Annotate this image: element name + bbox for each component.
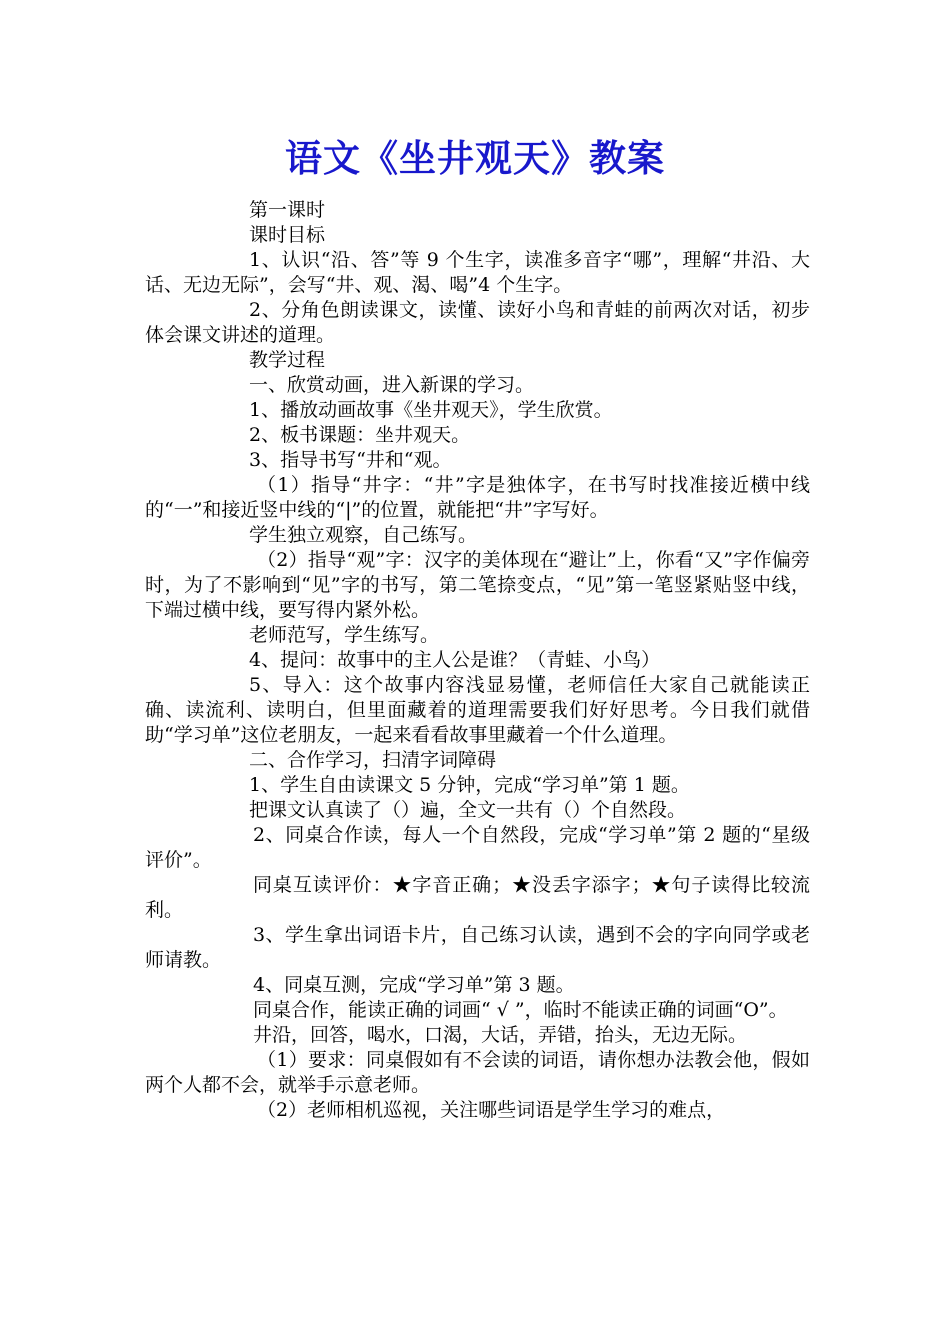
- document-title: 语文《坐井观天》教案: [285, 136, 665, 180]
- paragraph-section-2: 二、合作学习，扫清字词障碍: [249, 749, 497, 771]
- paragraph-step-1-1: 1、播放动画故事《坐井观天》，学生欣赏。: [249, 399, 613, 421]
- paragraph-step-2-1: 1、学生自由读课文 5 分钟，完成“学习单”第 1 题。: [249, 774, 690, 796]
- paragraph-practice-2: 老师范写，学生练写。: [249, 624, 440, 646]
- paragraph-step-2-1-task: 把课文认真读了（）遍，全文一共有（）个自然段。: [249, 799, 687, 821]
- paragraph-step-1-3: 3、指导书写“井和“观。: [249, 449, 452, 471]
- paragraph-section-1: 一、欣赏动画，进入新课的学习。: [249, 374, 535, 396]
- document-body: [145, 198, 810, 1123]
- paragraph-requirement-2: （2）老师相机巡视，关注哪些词语是学生学习的难点，: [257, 1099, 726, 1121]
- paragraph-step-1-2: 2、板书课题：坐井观天。: [249, 424, 471, 446]
- paragraph-step-2-3: 3、学生拿出词语卡片，自己练习认读，遇到不会的字向同学或老师请教。: [145, 924, 810, 971]
- paragraph-lesson-goals: 课时目标: [249, 224, 326, 246]
- paragraph-process: 教学过程: [249, 349, 326, 371]
- paragraph-step-1-4: 4、提问：故事中的主人公是谁？（青蛙、小鸟）: [249, 649, 661, 671]
- paragraph-step-1-3-2: （2）指导“观”字：汉字的美体现在“避让”上，你看“又”字作偏旁时，为了不影响到“见”字的书写，第二笔捺变点，“见”第一笔竖紧贴竖中线，下端过横中线，要写得内紧外松。: [145, 549, 810, 621]
- paragraph-lesson-one: 第一课时: [249, 199, 326, 221]
- paragraph-step-2-2-eval: 同桌互读评价：★字音正确；★没丢字添字；★句子读得比较流利。: [145, 874, 810, 921]
- paragraph-goal-2: 2、分角色朗读课文，读懂、读好小鸟和青蛙的前两次对话，初步体会课文讲述的道理。: [145, 299, 810, 346]
- paragraph-step-2-4-rule: 同桌合作，能读正确的词画“ √ ”，临时不能读正确的词画“O”。: [253, 999, 788, 1021]
- paragraph-word-list: 井沿，回答，喝水，口渴，大话，弄错，抬头，无边无际。: [253, 1024, 748, 1046]
- paragraph-step-2-2: 2、同桌合作读，每人一个自然段，完成“学习单”第 2 题的“星级评价”。: [145, 824, 810, 871]
- paragraph-step-2-4: 4、同桌互测，完成“学习单”第 3 题。: [253, 974, 575, 996]
- paragraph-step-1-5: 5、导入：这个故事内容浅显易懂，老师信任大家自己就能读正确、读流利、读明白，但里面藏着的道理需要我们好好思考。今日我们就借助“学习单”这位老朋友，一起来看看故事里藏着一个什么道理。: [145, 674, 810, 746]
- paragraph-goal-1: 1、认识“沿、答”等 9 个生字，读准多音字“哪”，理解“井沿、大话、无边无际”，会写“井、观、渴、喝”4 个生字。: [145, 249, 810, 296]
- paragraph-requirement-1: （1）要求：同桌假如有不会读的词语，请你想办法教会他，假如两个人都不会，就举手示意老师。: [145, 1049, 810, 1096]
- paragraph-step-1-3-1: （1）指导“井字：“井”字是独体字，在书写时找准接近横中线的“一”和接近竖中线的“|”的位置，就能把“井”字写好。: [145, 474, 810, 521]
- paragraph-practice-1: 学生独立观察，自己练写。: [249, 524, 478, 546]
